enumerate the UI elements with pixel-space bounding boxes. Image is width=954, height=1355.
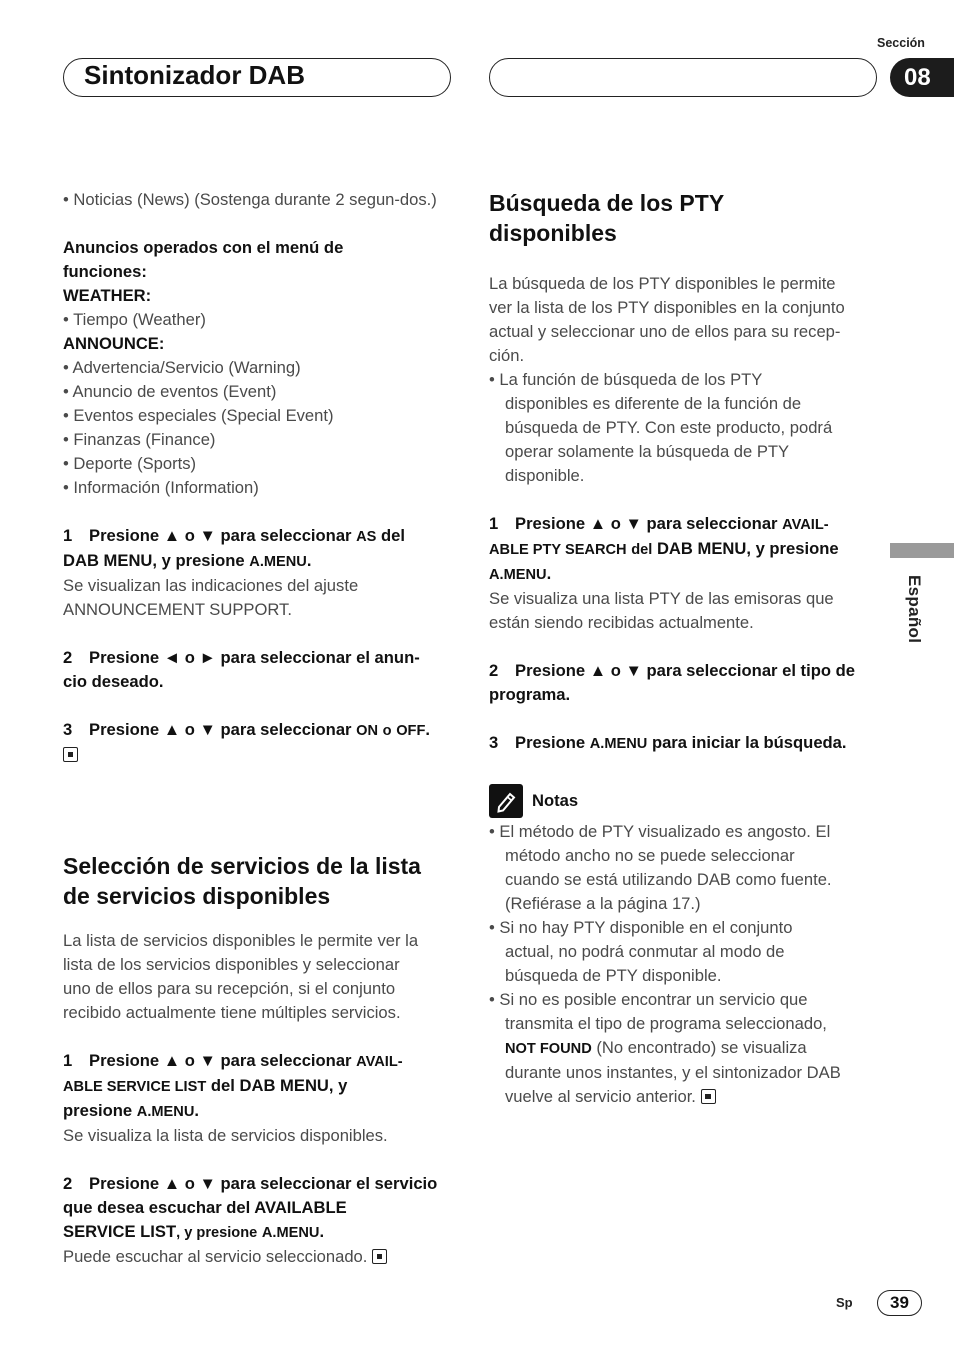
menu-term: AVAILABLE [254, 1198, 347, 1217]
step3-instruction [63, 718, 455, 743]
pty-heading-line1: Búsqueda de los PTY [489, 190, 725, 216]
section-heading-line1: Selección de servicios de la lista [63, 853, 421, 879]
menu-term: A.MENU [249, 554, 307, 570]
step-text: Presione ▲ o ▼ para seleccionar el servicio [89, 1174, 438, 1193]
pty-step2-instruction-cont: programa. [489, 685, 571, 704]
language-label: Español [905, 575, 924, 644]
weather-item: • Tiempo (Weather) [63, 310, 206, 329]
pty-intro-bullet: operar solamente la búsqueda de PTY [505, 442, 790, 461]
pty-step1-instruction-cont2 [489, 562, 881, 587]
pty-step1-body: Se visualiza una lista PTY de las emisoras que [489, 589, 834, 608]
note-item: • Si no es posible encontrar un servicio que [489, 990, 808, 1009]
pty-step1-instruction-cont [489, 537, 881, 562]
end-of-section-icon [63, 747, 78, 762]
menu-term: DAB MENU [63, 551, 153, 570]
note-item: • El método de PTY visualizado es angosto. El [489, 822, 831, 841]
announce-item: • Información (Information) [63, 478, 259, 497]
menu-term: ABLE SERVICE LIST [63, 1079, 207, 1095]
service-step1-instruction-cont [63, 1074, 455, 1099]
step-text: . [194, 1101, 199, 1120]
note-text: (No encontrado) se visualiza [591, 1038, 807, 1057]
pencil-icon [489, 784, 523, 818]
announce-item: • Eventos especiales (Special Event) [63, 406, 334, 425]
notes-label: Notas [532, 791, 579, 810]
section-body: uno de ellos para su recepción, si el conjunto [63, 979, 396, 998]
step1-body-line2: ANNOUNCEMENT SUPPORT. [63, 600, 292, 619]
menu-term: AVAIL- [782, 517, 829, 533]
announce-item: • Anuncio de eventos (Event) [63, 382, 277, 401]
step-number: 3 [489, 733, 499, 752]
service-step2-instruction [63, 1172, 455, 1196]
step-text: o [382, 723, 392, 739]
service-step2-instruction-cont2 [63, 1220, 455, 1245]
service-step1-instruction-cont2 [63, 1099, 455, 1124]
step-text: , y presione [176, 1225, 258, 1241]
footer-language-code: Sp [836, 1295, 853, 1310]
weather-label-text: WEATHER [63, 286, 146, 305]
right-column [489, 188, 881, 1109]
step-text: Presione [515, 733, 586, 752]
section-label: Sección [877, 36, 925, 50]
menu-term: A.MENU [136, 1104, 195, 1120]
service-step1-body: Se visualiza la lista de servicios disponibles. [63, 1126, 388, 1145]
note-item [489, 1085, 881, 1109]
notes-header [489, 784, 881, 818]
step-text: . [306, 551, 312, 570]
step-text: . [425, 720, 431, 739]
step-number: 2 [63, 648, 73, 667]
step-number: 1 [63, 1051, 73, 1070]
end-marker-row [63, 743, 455, 767]
menu-term: ON [356, 723, 379, 739]
pty-intro: ver la lista de los PTY disponibles en la conjunto [489, 298, 845, 317]
note-item: búsqueda de PTY disponible. [505, 966, 722, 985]
step-text: Presione ◄ o ► para seleccionar el anun- [89, 648, 420, 667]
step-text: del [210, 1076, 235, 1095]
section-body: lista de los servicios disponibles y seleccionar [63, 955, 400, 974]
menu-term: DAB MENU [239, 1076, 329, 1095]
note-item: método ancho no se puede seleccionar [505, 846, 795, 865]
pty-intro: La búsqueda de los PTY disponibles le permite [489, 274, 836, 293]
step-text: . [546, 564, 552, 583]
pty-step3-instruction [489, 731, 881, 756]
menu-term: AS [356, 529, 377, 545]
menu-term: SERVICE LIST [63, 1222, 177, 1241]
menu-term: A.MENU [261, 1225, 320, 1241]
step-text: , y presione [152, 551, 245, 570]
section-heading-line2: de servicios disponibles [63, 883, 331, 909]
page-title: Sintonizador DAB [84, 60, 305, 90]
step-text: que desea escuchar del [63, 1198, 251, 1217]
note-item: (Refiérase a la página 17.) [505, 894, 701, 913]
language-tab-bar [890, 543, 954, 558]
note-item: transmita el tipo de programa seleccionado, [505, 1014, 827, 1033]
pty-intro: actual y seleccionar uno de ellos para su recep- [489, 322, 841, 341]
step2-instruction-cont: cio deseado. [63, 672, 164, 691]
step-number: 2 [489, 661, 499, 680]
end-of-section-icon [701, 1089, 716, 1104]
note-item: • Si no hay PTY disponible en el conjunto [489, 918, 793, 937]
page-number: 39 [877, 1290, 922, 1316]
step-text: del [631, 542, 653, 558]
step1-body-line1: Se visualizan las indicaciones del ajuste [63, 576, 359, 595]
pty-intro-bullet: búsqueda de PTY. Con este producto, podrá [505, 418, 833, 437]
weather-label: WEATHER: [63, 286, 152, 305]
news-bullet: • Noticias (News) (Sostenga durante 2 segun-dos.) [63, 190, 437, 209]
menu-term: A.MENU [589, 736, 648, 752]
menu-term: DAB MENU [656, 539, 747, 558]
step1-instruction [63, 524, 455, 549]
service-step1-instruction [63, 1049, 455, 1074]
step-number: 1 [63, 526, 73, 545]
left-column [63, 188, 455, 1269]
step-text: . [319, 1222, 325, 1241]
step1-instruction-cont [63, 549, 455, 574]
section-body: recibido actualmente tiene múltiples servicios. [63, 1003, 401, 1022]
menu-term: AVAIL- [356, 1054, 403, 1070]
step2-instruction [63, 646, 455, 670]
section-number-badge: 08 [890, 58, 954, 97]
pty-step2-instruction [489, 659, 881, 683]
pty-intro-bullet: • La función de búsqueda de los PTY [489, 370, 763, 389]
note-item: actual, no podrá conmutar al modo de [505, 942, 785, 961]
pty-heading-line2: disponibles [489, 220, 617, 246]
step-number: 2 [63, 1174, 73, 1193]
announce-item: • Advertencia/Servicio (Warning) [63, 358, 301, 377]
header-right-frame [489, 58, 877, 97]
note-item [489, 1036, 881, 1061]
announce-heading-line2: funciones: [63, 262, 147, 281]
end-of-section-icon [372, 1249, 387, 1264]
pty-step1-instruction [489, 512, 881, 537]
step-text: Presione ▲ o ▼ para seleccionar [89, 1051, 352, 1070]
step-text: del [381, 526, 406, 545]
step-text: para iniciar la búsqueda. [651, 733, 847, 752]
step-text: Presione ▲ o ▼ para seleccionar [89, 720, 352, 739]
announce-heading-line1: Anuncios operados con el menú de [63, 238, 344, 257]
pty-intro: ción. [489, 346, 525, 365]
step-text: Presione ▲ o ▼ para seleccionar [89, 526, 352, 545]
step-text: Presione ▲ o ▼ para seleccionar el tipo de [515, 661, 855, 680]
step-number: 1 [489, 514, 499, 533]
menu-term: ABLE PTY SEARCH [489, 542, 627, 558]
step-text: Presione ▲ o ▼ para seleccionar [515, 514, 778, 533]
service-step2-instruction-cont [63, 1196, 455, 1220]
service-step2-body [63, 1245, 455, 1269]
service-step2-body-text: Puede escuchar al servicio seleccionado. [63, 1247, 368, 1266]
note-item: durante unos instantes, y el sintonizador DAB [505, 1063, 841, 1082]
note-text: vuelve al servicio anterior. [505, 1087, 696, 1106]
menu-term: A.MENU [489, 567, 547, 583]
announce-item: • Deporte (Sports) [63, 454, 197, 473]
announce-label-text: ANNOUNCE [63, 334, 159, 353]
announce-item: • Finanzas (Finance) [63, 430, 216, 449]
pty-intro-bullet: disponible. [505, 466, 585, 485]
note-item: cuando se está utilizando DAB como fuente. [505, 870, 832, 889]
not-found-term: NOT FOUND [505, 1041, 592, 1057]
step-number: 3 [63, 720, 73, 739]
pty-intro-bullet: disponibles es diferente de la función de [505, 394, 802, 413]
step-text: presione [63, 1101, 133, 1120]
announce-label: ANNOUNCE: [63, 334, 165, 353]
section-body: La lista de servicios disponibles le permite ver la [63, 931, 419, 950]
pty-step1-body: están siendo recibidas actualmente. [489, 613, 754, 632]
step-text: , y presione [746, 539, 839, 558]
step-text: , y [328, 1076, 348, 1095]
menu-term: OFF [396, 723, 426, 739]
